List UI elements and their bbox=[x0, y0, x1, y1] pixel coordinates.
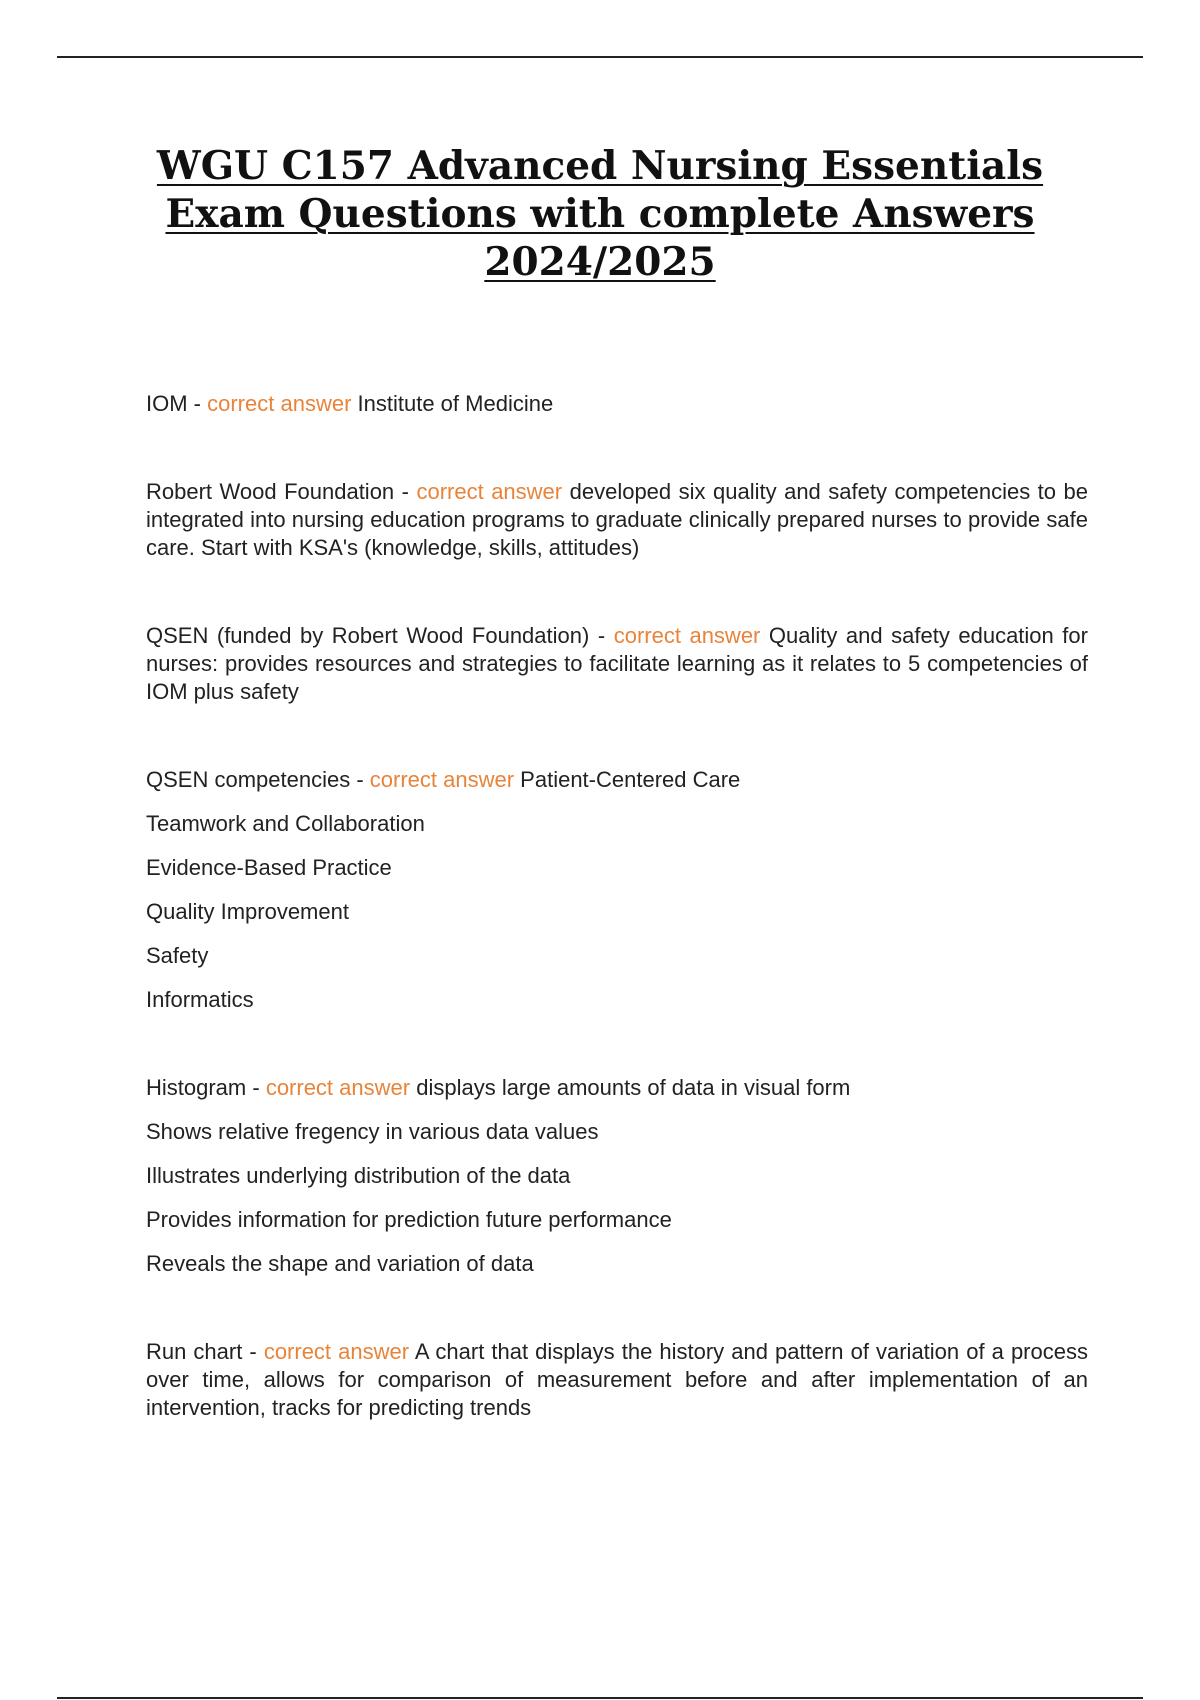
entry-extra-line: Shows relative fregency in various data values bbox=[146, 1119, 599, 1144]
entry-term: Run chart bbox=[146, 1339, 243, 1364]
correct-answer-label: correct answer bbox=[416, 479, 563, 504]
entry-term: QSEN competencies bbox=[146, 767, 351, 792]
correct-answer-label: correct answer bbox=[613, 623, 761, 648]
top-rule bbox=[57, 56, 1143, 58]
document-title bbox=[100, 142, 1100, 286]
entry-extra-line: Informatics bbox=[146, 987, 254, 1012]
qa-entry bbox=[146, 1074, 1088, 1278]
title-line-1: WGU C157 Advanced Nursing Essentials bbox=[156, 143, 1044, 189]
qa-entry bbox=[146, 622, 1088, 706]
correct-answer-label: correct answer bbox=[265, 1075, 411, 1100]
entry-definition: Patient-Centered Care bbox=[520, 767, 741, 792]
title-line-3: 2024/2025 bbox=[484, 239, 716, 285]
qa-entry-text bbox=[146, 622, 1088, 706]
entry-definition: displays large amounts of data in visual form bbox=[416, 1075, 851, 1100]
correct-answer-label: correct answer bbox=[207, 391, 352, 416]
entry-extra-line: Safety bbox=[146, 943, 209, 968]
entry-separator: - bbox=[242, 1339, 264, 1364]
entry-extra-line: Teamwork and Collaboration bbox=[146, 811, 425, 836]
entry-separator: - bbox=[350, 767, 370, 792]
entry-term: QSEN (funded by Robert Wood Foundation) bbox=[146, 623, 590, 648]
qa-entry-text bbox=[146, 1338, 1088, 1422]
entry-separator: - bbox=[589, 623, 614, 648]
entry-definition: developed six quality and safety competencies to be integrated into nursing education programs to graduate clinically prepared nurses to provide safe care. Start with KSA's (knowledge, skills, attitudes) bbox=[146, 479, 1088, 560]
qa-list bbox=[146, 390, 1088, 1422]
entry-definition: Institute of Medicine bbox=[357, 391, 554, 416]
entry-term: Robert Wood Foundation bbox=[146, 479, 395, 504]
entry-extra-line: Evidence-Based Practice bbox=[146, 855, 392, 880]
qa-entry-text bbox=[146, 478, 1088, 562]
entry-extra-line: Reveals the shape and variation of data bbox=[146, 1251, 534, 1276]
entry-separator: - bbox=[394, 479, 417, 504]
qa-entry-text bbox=[146, 766, 1088, 794]
title-line-2: Exam Questions with complete Answers bbox=[165, 191, 1035, 237]
qa-entry-text bbox=[146, 1074, 1088, 1102]
qa-entry bbox=[146, 478, 1088, 562]
correct-answer-label: correct answer bbox=[263, 1339, 410, 1364]
qa-entry bbox=[146, 766, 1088, 1014]
entry-separator: - bbox=[246, 1075, 266, 1100]
qa-entry bbox=[146, 1338, 1088, 1422]
entry-definition: Quality and safety education for nurses: provides resources and strategies to facilitate learning as it relates to 5 competencies of IOM plus safety bbox=[146, 623, 1088, 704]
entry-term: IOM bbox=[146, 391, 188, 416]
bottom-rule bbox=[57, 1697, 1143, 1699]
correct-answer-label: correct answer bbox=[369, 767, 515, 792]
entry-term: Histogram bbox=[146, 1075, 247, 1100]
entry-extra-line: Provides information for prediction future performance bbox=[146, 1207, 672, 1232]
qa-entry bbox=[146, 390, 1088, 418]
entry-definition: A chart that displays the history and pattern of variation of a process over time, allows for comparison of measurement before and after implementation of an intervention, tracks for predicting trends bbox=[146, 1339, 1088, 1420]
entry-extra-line: Illustrates underlying distribution of the data bbox=[146, 1163, 571, 1188]
entry-extra-line: Quality Improvement bbox=[146, 899, 349, 924]
entry-separator: - bbox=[187, 391, 208, 416]
qa-entry-text bbox=[146, 390, 1088, 418]
